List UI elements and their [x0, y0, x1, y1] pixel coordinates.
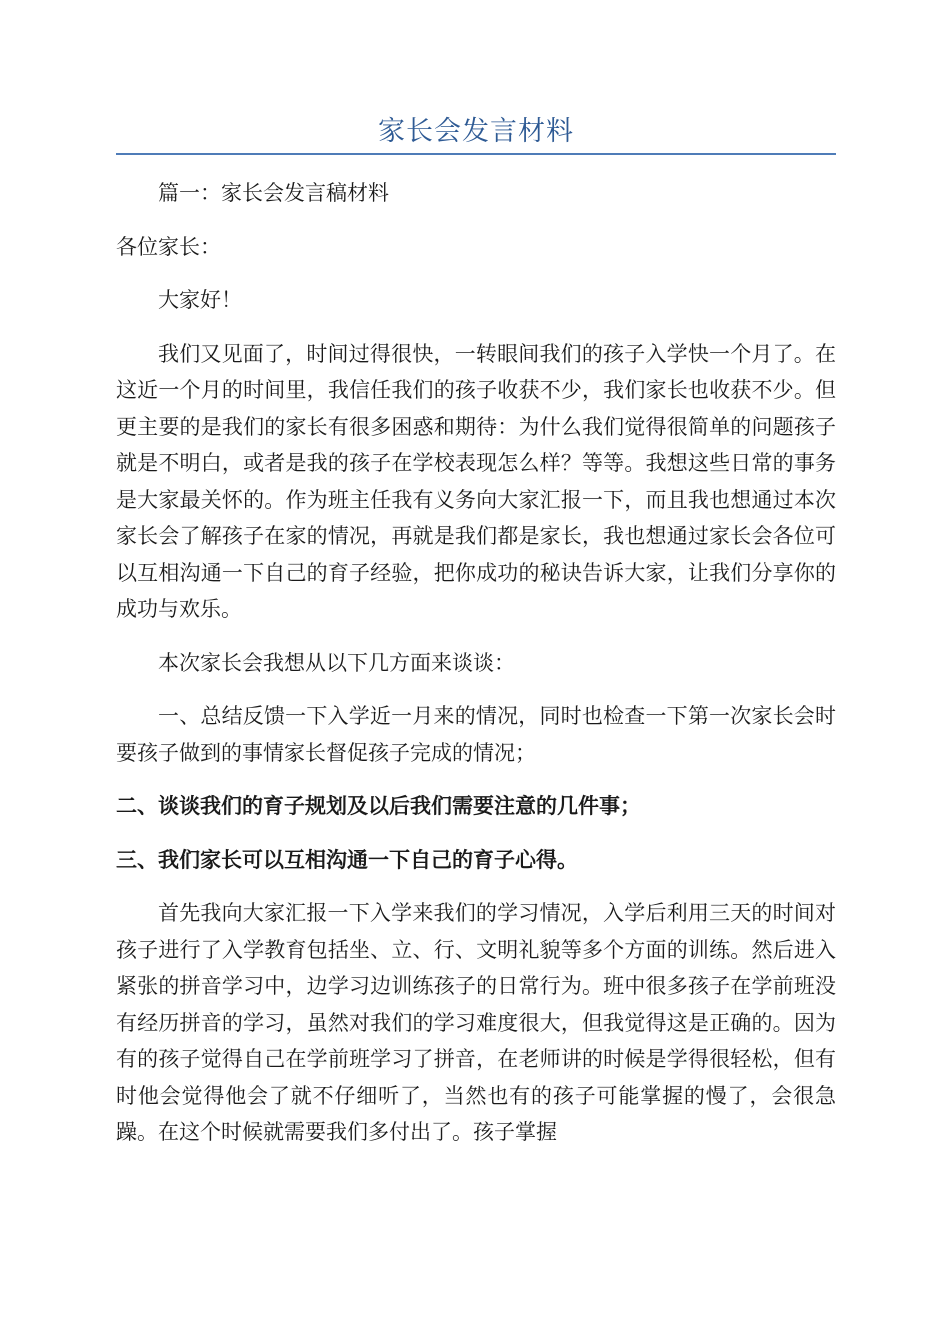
point-item-1: 一、总结反馈一下入学近一月来的情况，同时也检查一下第一次家长会时要孩子做到的事情家长督促孩子完成的情况；: [116, 704, 836, 765]
document-title: 家长会发言材料: [378, 116, 574, 147]
salutation: 各位家长：: [116, 234, 221, 259]
point-item-3: 三、我们家长可以互相沟通一下自己的育子心得。: [116, 846, 578, 872]
body-paragraph: 我们又见面了，时间过得很快，一转眼间我们的孩子入学快一个月了。在这近一个月的时间里，我信任我们的孩子收获不少，我们家长也收获不少。但更主要的是我们的家长有很多困惑和期待：为什么我们觉得很简单的问题孩子就是不明白，或者是我的孩子在学校表现怎么样？等等。我想这些日常的事务是大家最关怀的。作为班主任我有义务向大家汇报一下，而且我也想通过本次家长会了解孩子在家的情况，再就是我们都是家长，我也想通过家长会各位可以互相沟通一下自己的育子经验，把你成功的秘诀告诉大家，让我们分享你的成功与欢乐。: [116, 341, 836, 621]
document-page: [116, 110, 836, 1151]
point-item-2: 二、谈谈我们的育子规划及以后我们需要注意的几件事；: [116, 793, 641, 818]
body-paragraph-2: 首先我向大家汇报一下入学来我们的学习情况，入学后利用三天的时间对孩子进行了入学教育包括坐、立、行、文明礼貌等多个方面的训练。然后进入紧张的拼音学习中，边学习边训练孩子的日常行为。班中很多孩子在学前班没有经历拼音的学习，虽然对我们的学习难度很大，但我觉得这是正确的。因为有的孩子觉得自己在学前班学习了拼音，在老师讲的时候是学得很轻松，但有时他会觉得他会了就不仔细听了，当然也有的孩子可能掌握的慢了，会很急躁。在这个时候就需要我们多付出了。孩子掌握: [116, 901, 836, 1144]
greeting: 大家好！: [158, 288, 242, 312]
section-subtitle: 篇一：家长会发言稿材料: [158, 181, 389, 205]
points-intro: 本次家长会我想从以下几方面来谈谈：: [158, 650, 515, 675]
